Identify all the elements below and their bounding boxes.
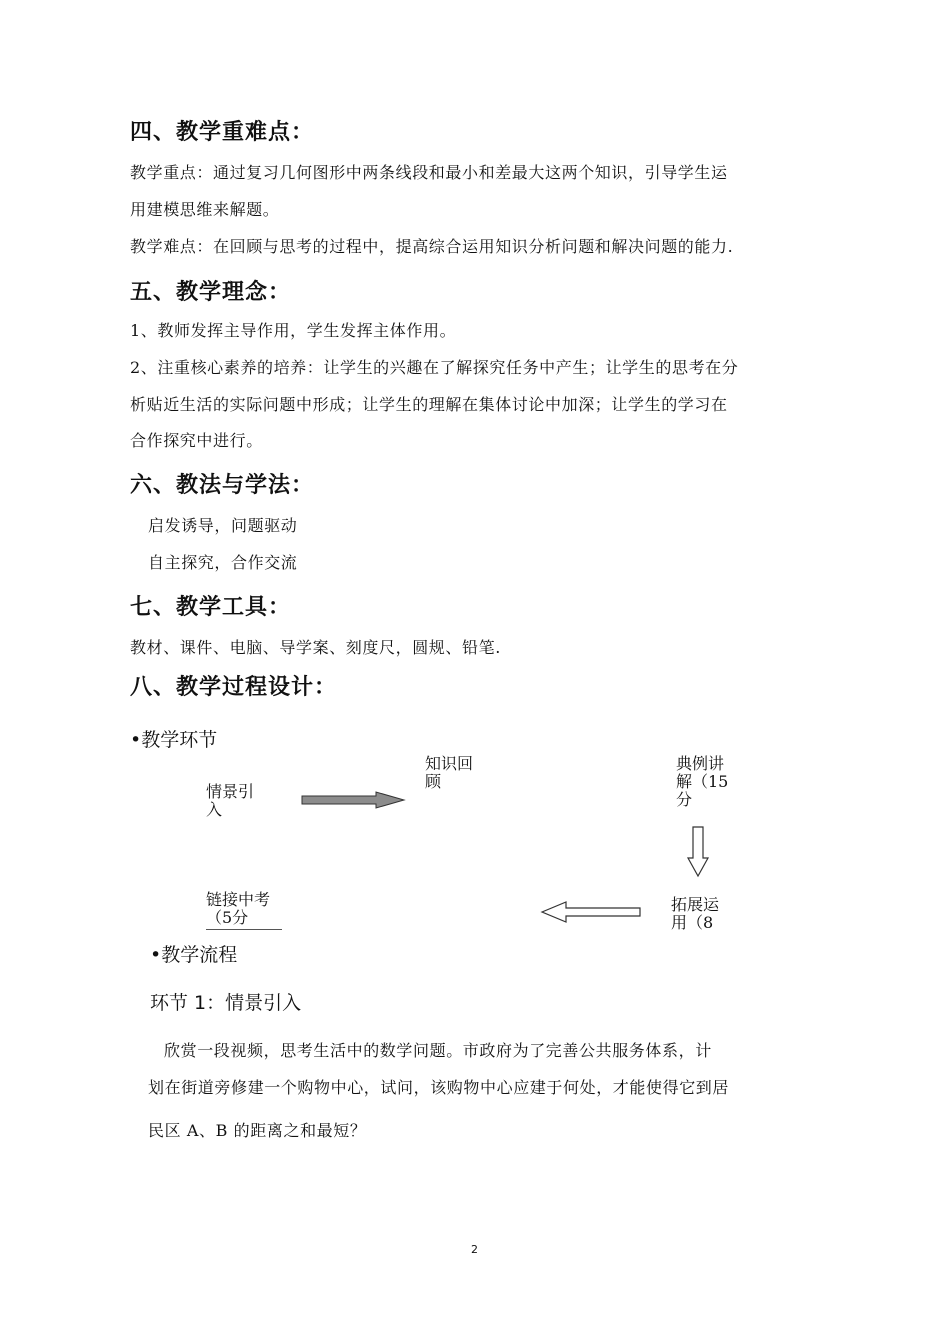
- tools-line: 教材、课件、电脑、导学案、刻度尺，圆规、铅笔.: [130, 638, 501, 657]
- step-1-line-2: 划在街道旁修建一个购物中心，试问，该购物中心应建于何处，才能使得它到居: [148, 1078, 730, 1097]
- arrow-right-icon: [300, 790, 406, 810]
- arrow-left-icon: [540, 900, 642, 924]
- method-line-2: 自主探究，合作交流: [148, 553, 298, 572]
- arrow-down-icon: [686, 826, 710, 878]
- stage-box-intro: 情景引入: [206, 782, 255, 819]
- key-point-line-2: 用建模思维来解题。: [130, 200, 280, 219]
- step-1-line-3: 民区 A、B 的距离之和最短？: [148, 1121, 367, 1140]
- stage-box-exam: 链接中考（5分: [206, 891, 282, 930]
- section-6-heading: 六、教法与学法：: [130, 473, 315, 498]
- step-1-line-1: 欣赏一段视频，思考生活中的数学问题。市政府为了完善公共服务体系，计: [164, 1041, 712, 1060]
- stages-title: •教学环节: [130, 729, 218, 751]
- section-4-heading: 四、教学重难点：: [130, 120, 315, 145]
- flow-title: •教学流程: [150, 944, 238, 966]
- section-7-heading: 七、教学工具：: [130, 595, 292, 620]
- step-1-title: 环节 1：情景引入: [150, 992, 302, 1014]
- stage-box-examples: 典例讲解（15分: [676, 754, 729, 809]
- method-line-1: 启发诱导，问题驱动: [148, 516, 298, 535]
- philosophy-item-2-line-2: 析贴近生活的实际问题中形成；让学生的理解在集体讨论中加深；让学生的学习在: [130, 395, 728, 414]
- difficulty-line: 教学难点：在回顾与思考的过程中，提高综合运用知识分析问题和解决问题的能力.: [130, 237, 734, 256]
- section-8-heading: 八、教学过程设计：: [130, 675, 338, 700]
- stage-box-extension: 拓展运用（8: [671, 895, 720, 932]
- philosophy-item-2-line-1: 2、注重核心素养的培养：让学生的兴趣在了解探究任务中产生；让学生的思考在分: [130, 358, 739, 377]
- philosophy-item-1: 1、教师发挥主导作用，学生发挥主体作用。: [130, 321, 457, 340]
- philosophy-item-2-line-3: 合作探究中进行。: [130, 431, 263, 450]
- page-number: 2: [471, 1243, 478, 1256]
- key-point-line-1: 教学重点：通过复习几何图形中两条线段和最小和差最大这两个知识，引导学生运: [130, 163, 728, 182]
- stage-box-review: 知识回顾: [425, 754, 474, 791]
- section-5-heading: 五、教学理念：: [130, 280, 292, 305]
